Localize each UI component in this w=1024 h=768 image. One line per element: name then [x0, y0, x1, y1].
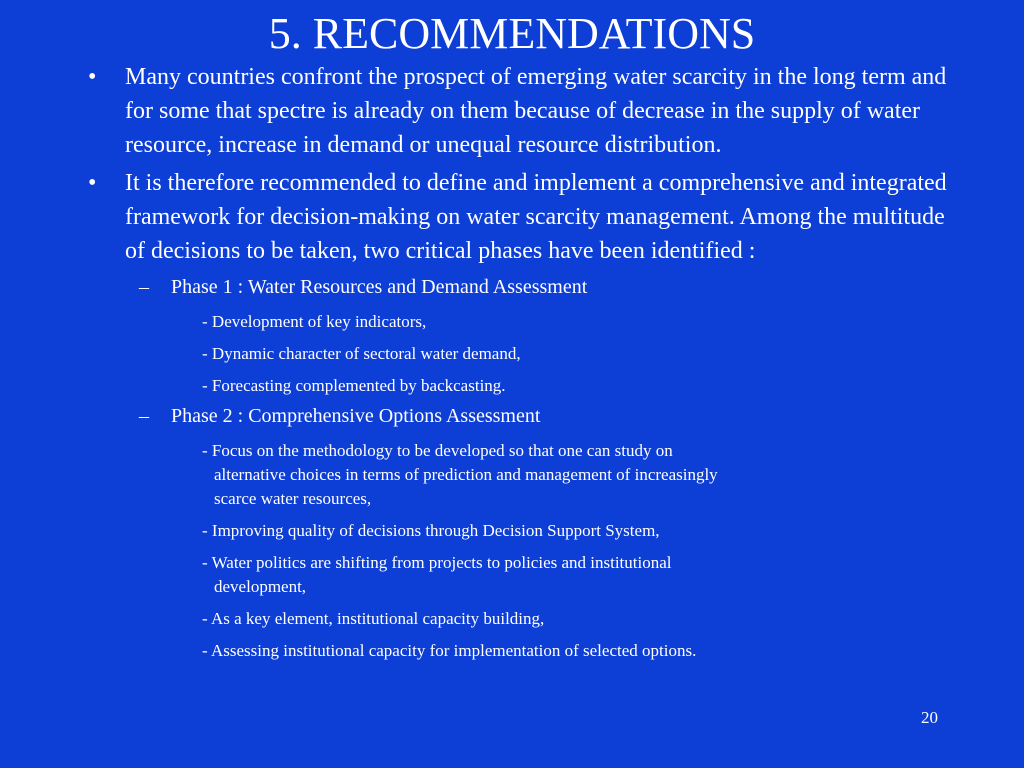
phase-1-item-text: - Dynamic character of sectoral water demand,	[202, 344, 521, 363]
bullet-icon: •	[88, 170, 97, 196]
phase-2-item	[88, 519, 948, 543]
bullet-text: It is therefore recommended to define and implement a comprehensive and integrated framework for decision-making on water scarcity management. Among the multitude of decisions to be taken, two critical phases have been identified :	[125, 170, 947, 264]
phase-2-item	[88, 639, 948, 663]
bullet-item	[88, 166, 948, 268]
dash-icon: –	[139, 405, 149, 427]
phase-1-item-text: - Development of key indicators,	[202, 312, 427, 331]
phase-1-item	[88, 374, 948, 398]
phase-2-item-text: - Assessing institutional capacity for implementation of selected options.	[202, 641, 697, 660]
phase-1-item-text: - Forecasting complemented by backcasting.	[202, 376, 506, 395]
phase-2-item-continuation: development,	[214, 577, 307, 596]
phase-2-item	[88, 607, 948, 631]
bullet-icon: •	[88, 64, 97, 90]
phase-2-item-text: - Water politics are shifting from projects to policies and institutional	[202, 553, 672, 572]
phase-1-item	[88, 342, 948, 366]
phase-2-item	[88, 551, 948, 599]
phase-2-item-continuation: alternative choices in terms of prediction and management of increasingly	[214, 465, 718, 484]
phase-1-heading	[88, 272, 948, 302]
slide-title: 5. RECOMMENDATIONS	[268, 9, 756, 58]
page-number: 20	[921, 708, 938, 727]
phase-2-item-text: - As a key element, institutional capacity building,	[202, 609, 545, 628]
phase-2-item	[88, 439, 948, 511]
phase-2-label: Phase 2 : Comprehensive Options Assessment	[171, 405, 541, 427]
slide-content	[88, 60, 948, 663]
bullet-item	[88, 60, 948, 162]
dash-icon: –	[139, 276, 149, 298]
phase-1-item	[88, 310, 948, 334]
phase-1-label: Phase 1 : Water Resources and Demand Assessment	[171, 276, 588, 298]
phase-2-heading	[88, 401, 948, 431]
phase-2-item-text: - Improving quality of decisions through Decision Support System,	[202, 521, 660, 540]
bullet-text: Many countries confront the prospect of emerging water scarcity in the long term and for some that spectre is already on them because of decrease in the supply of water resource, increase in demand or unequal resource distribution.	[125, 64, 947, 158]
phase-2-item-continuation: scarce water resources,	[214, 489, 372, 508]
phase-2-item-text: - Focus on the methodology to be developed so that one can study on	[202, 441, 673, 460]
